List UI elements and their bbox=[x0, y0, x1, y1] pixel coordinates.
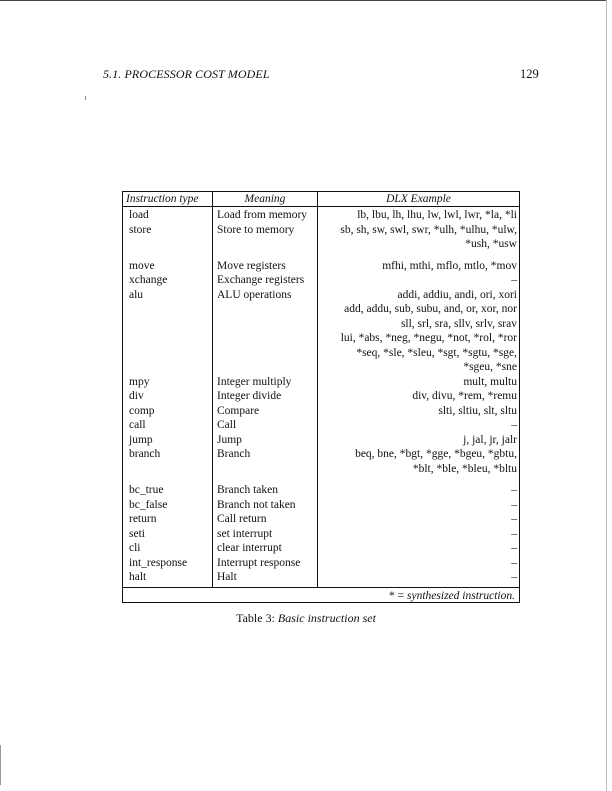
instruction-type-cell: return bbox=[129, 513, 157, 525]
instruction-table bbox=[122, 191, 520, 603]
dlx-example-line: – bbox=[511, 542, 517, 554]
table-row bbox=[123, 288, 519, 375]
caption-label: Table 3: bbox=[236, 611, 275, 625]
dlx-example-cell bbox=[320, 483, 517, 498]
meaning-cell: Interrupt response bbox=[217, 556, 301, 569]
instruction-type-cell: alu bbox=[129, 288, 144, 301]
meaning-cell: Load from memory bbox=[217, 209, 308, 221]
instruction-type-cell: branch bbox=[129, 448, 161, 460]
table-row bbox=[123, 556, 519, 571]
table-caption bbox=[0, 611, 612, 626]
instruction-type-cell: cli bbox=[129, 542, 141, 554]
dlx-example-line: – bbox=[511, 513, 517, 525]
dlx-example-line: div, divu, *rem, *remu bbox=[412, 390, 517, 402]
meaning-cell: set interrupt bbox=[217, 527, 273, 540]
meaning-cell: Call return bbox=[217, 513, 267, 525]
dlx-example-line: mfhi, mthi, mflo, mtlo, *mov bbox=[382, 259, 517, 272]
dlx-example-line: beq, bne, *bgt, *gge, *bgeu, *gbtu, bbox=[355, 448, 517, 460]
meaning-cell: Integer multiply bbox=[217, 375, 292, 388]
instruction-type-cell: bc_true bbox=[129, 484, 164, 496]
instruction-type-cell: call bbox=[129, 419, 146, 431]
header-meaning: Meaning bbox=[244, 193, 286, 205]
dlx-example-cell bbox=[320, 375, 517, 390]
dlx-example-cell bbox=[320, 273, 517, 288]
instruction-type-cell: move bbox=[129, 259, 155, 272]
dlx-example-cell bbox=[320, 223, 517, 252]
table-row bbox=[123, 541, 519, 556]
table-row bbox=[123, 433, 519, 448]
dlx-example-cell bbox=[320, 527, 517, 542]
meaning-cell: Exchange registers bbox=[217, 274, 305, 286]
dlx-example-cell bbox=[320, 404, 517, 419]
dlx-example-line: *blt, *ble, *bleu, *bltu bbox=[412, 462, 517, 475]
table-row bbox=[123, 404, 519, 419]
table-row bbox=[123, 483, 519, 498]
dlx-example-line: add, addu, sub, subu, and, or, xor, nor bbox=[344, 303, 517, 315]
instruction-type-cell: int_response bbox=[129, 556, 188, 569]
dlx-example-line: slti, sltiu, slt, sltu bbox=[438, 404, 517, 417]
table-row bbox=[123, 418, 519, 433]
instruction-type-cell: jump bbox=[129, 433, 153, 446]
dlx-example-line: *sgeu, *sne bbox=[463, 361, 517, 373]
dlx-example-line: – bbox=[511, 484, 517, 496]
scan-mark bbox=[0, 745, 1, 785]
table-row bbox=[123, 273, 519, 288]
table-row bbox=[123, 375, 519, 390]
dlx-example-line: – bbox=[511, 527, 517, 540]
dlx-example-cell bbox=[320, 447, 517, 476]
scan-tick bbox=[85, 96, 86, 100]
header-instruction-type: Instruction type bbox=[126, 193, 199, 205]
dlx-example-line: lui, *abs, *neg, *negu, *not, *rol, *ror bbox=[340, 332, 517, 344]
instruction-type-cell: xchange bbox=[129, 274, 168, 286]
meaning-cell: Compare bbox=[217, 404, 260, 417]
table-row bbox=[123, 570, 519, 585]
instruction-type-cell: seti bbox=[129, 527, 145, 540]
dlx-example-line: addi, addiu, andi, ori, xori bbox=[397, 288, 517, 301]
caption-text: Basic instruction set bbox=[277, 611, 376, 625]
dlx-example-cell bbox=[320, 512, 517, 527]
row-gap bbox=[123, 252, 519, 259]
dlx-example-cell bbox=[320, 208, 517, 223]
table-row bbox=[123, 208, 519, 223]
table-row bbox=[123, 259, 519, 274]
dlx-example-line: – bbox=[511, 419, 517, 431]
meaning-cell: Branch not taken bbox=[217, 498, 296, 511]
dlx-example-line: – bbox=[511, 556, 517, 569]
dlx-example-cell bbox=[320, 418, 517, 433]
instruction-type-cell: load bbox=[129, 209, 149, 221]
meaning-cell: Jump bbox=[217, 433, 242, 446]
meaning-cell: Branch bbox=[217, 448, 251, 460]
header-rule bbox=[123, 206, 519, 207]
instruction-type-cell: div bbox=[129, 390, 144, 402]
dlx-example-line: – bbox=[511, 571, 517, 583]
dlx-example-line: j, jal, jr, jalr bbox=[463, 433, 517, 446]
meaning-cell: ALU operations bbox=[217, 288, 292, 301]
dlx-example-cell bbox=[320, 570, 517, 585]
meaning-cell: Integer divide bbox=[217, 390, 282, 402]
dlx-example-cell bbox=[320, 433, 517, 448]
dlx-example-cell bbox=[320, 498, 517, 513]
table-row bbox=[123, 223, 519, 252]
dlx-example-cell bbox=[320, 389, 517, 404]
footnote-text: synthesized instruction. bbox=[407, 590, 515, 602]
table-row bbox=[123, 512, 519, 527]
instruction-type-cell: store bbox=[129, 223, 152, 236]
dlx-example-line: sll, srl, sra, sllv, srlv, srav bbox=[400, 317, 517, 330]
footer-rule bbox=[123, 587, 519, 588]
dlx-example-line: – bbox=[511, 274, 517, 286]
table-footnote bbox=[389, 589, 515, 603]
dlx-example-line: lb, lbu, lh, lhu, lw, lwl, lwr, *la, *li bbox=[357, 209, 517, 221]
instruction-type-cell: bc_false bbox=[129, 498, 168, 511]
running-head: 5.1. PROCESSOR COST MODEL bbox=[103, 67, 270, 81]
dlx-example-cell bbox=[320, 556, 517, 571]
dlx-example-line: sb, sh, sw, swl, swr, *ulh, *ulhu, *ulw, bbox=[340, 223, 517, 236]
row-gap bbox=[123, 476, 519, 483]
instruction-type-cell: comp bbox=[129, 404, 155, 417]
meaning-cell: Store to memory bbox=[217, 223, 295, 236]
dlx-example-line: *ush, *usw bbox=[465, 238, 517, 250]
dlx-example-line: – bbox=[511, 498, 517, 511]
table-row bbox=[123, 389, 519, 404]
meaning-cell: Call bbox=[217, 419, 237, 431]
dlx-example-line: mult, multu bbox=[463, 375, 517, 388]
page-top-edge bbox=[0, 0, 606, 1]
dlx-example-cell bbox=[320, 259, 517, 274]
table-row bbox=[123, 447, 519, 476]
instruction-type-cell: halt bbox=[129, 571, 147, 583]
meaning-cell: Move registers bbox=[217, 259, 286, 272]
header-dlx-example: DLX Example bbox=[386, 193, 451, 205]
dlx-example-cell bbox=[320, 541, 517, 556]
footnote-symbol: * = bbox=[389, 590, 408, 602]
dlx-example-cell bbox=[320, 288, 517, 375]
table-row bbox=[123, 527, 519, 542]
meaning-cell: Halt bbox=[217, 571, 237, 583]
meaning-cell: Branch taken bbox=[217, 484, 278, 496]
table-row bbox=[123, 498, 519, 513]
instruction-type-cell: mpy bbox=[129, 375, 150, 388]
page-number: 129 bbox=[520, 67, 539, 81]
page-right-edge bbox=[606, 0, 607, 791]
dlx-example-line: *seq, *sle, *sleu, *sgt, *sgtu, *sge, bbox=[356, 346, 517, 359]
table-body bbox=[123, 208, 519, 585]
meaning-cell: clear interrupt bbox=[217, 542, 282, 554]
